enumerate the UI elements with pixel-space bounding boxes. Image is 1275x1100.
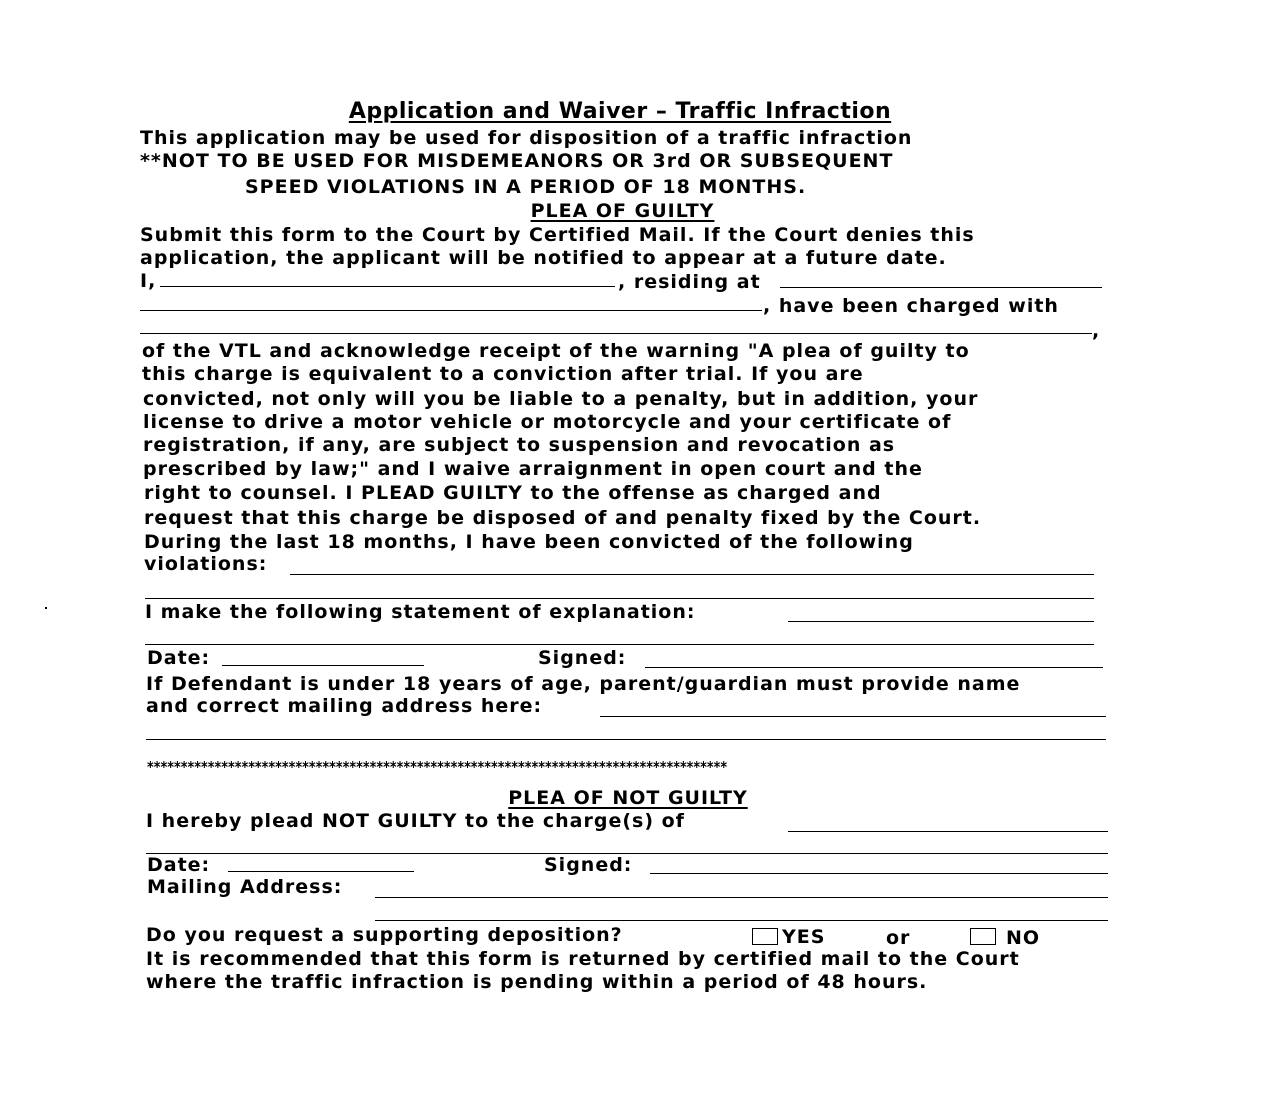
plea-not-guilty-heading: PLEA OF NOT GUILTY — [508, 787, 748, 809]
intro-line-3: SPEED VIOLATIONS IN A PERIOD OF 18 MONTHS. — [245, 176, 807, 198]
yes-checkbox[interactable] — [752, 928, 778, 945]
not-guilty-date-field[interactable] — [228, 871, 414, 872]
not-guilty-signed-label: Signed: — [544, 854, 633, 876]
mailing-address-label: Mailing Address: — [147, 876, 343, 898]
guilty-date-field[interactable] — [222, 665, 424, 666]
body-line-6: prescribed by law;" and I waive arraignment in open court and the — [143, 458, 923, 480]
guilty-date-label: Date: — [147, 647, 211, 669]
submit-line-1: Submit this form to the Court by Certified Mail. If the Court denies this — [140, 224, 975, 246]
intro-line-2: **NOT TO BE USED FOR MISDEMEANORS OR 3rd OR SUBSEQUENT — [140, 150, 894, 172]
charge-field[interactable] — [140, 333, 1092, 334]
violations-label: violations: — [144, 553, 268, 575]
body-line-9: During the last 18 months, I have been convicted of the following — [144, 531, 914, 553]
body-line-2: this charge is equivalent to a conviction after trial. If you are — [142, 363, 864, 385]
recommend-line-1: It is recommended that this form is returned by certified mail to the Court — [146, 948, 1020, 970]
name-field[interactable] — [160, 286, 615, 287]
charged-label: , have been charged with — [763, 295, 1059, 317]
scan-speck — [45, 607, 47, 609]
minor-line-2: and correct mailing address here: — [146, 695, 543, 717]
residence-field[interactable] — [780, 287, 1102, 288]
yes-label: YES — [782, 926, 826, 948]
statement-label: I make the following statement of explanation: — [145, 601, 696, 623]
minor-line-1: If Defendant is under 18 years of age, parent/guardian must provide name — [146, 673, 1021, 695]
body-line-1: of the VTL and acknowledge receipt of the warning "A plea of guilty to — [142, 340, 970, 362]
violations-field[interactable] — [290, 574, 1094, 575]
statement-field[interactable] — [788, 621, 1094, 622]
body-line-8: request that this charge be disposed of and penalty fixed by the Court. — [144, 507, 982, 529]
body-line-7: right to counsel. I PLEAD GUILTY to the offense as charged and — [144, 482, 882, 504]
plea-guilty-heading: PLEA OF GUILTY — [530, 200, 715, 222]
guilty-signature-field[interactable] — [645, 667, 1103, 668]
guilty-signed-label: Signed: — [538, 647, 627, 669]
no-checkbox[interactable] — [970, 928, 996, 945]
or-label: or — [886, 927, 911, 949]
i-label: I, — [140, 270, 157, 292]
guardian-address-field-2[interactable] — [146, 739, 1106, 740]
not-guilty-date-label: Date: — [147, 854, 211, 876]
residing-label: , residing at — [618, 271, 761, 293]
mailing-address-field[interactable] — [375, 897, 1108, 898]
statement-field-2[interactable] — [145, 644, 1094, 645]
charges-field[interactable] — [788, 831, 1108, 832]
body-line-3: convicted, not only will you be liable to a penalty, but in addition, your — [143, 388, 979, 410]
mailing-address-field-2[interactable] — [375, 920, 1108, 921]
charge-comma: , — [1092, 320, 1101, 342]
violations-field-2[interactable] — [145, 598, 1094, 599]
body-line-5: registration, if any, are subject to suspension and revocation as — [143, 434, 896, 456]
separator: ************************************************************************************** — [147, 758, 728, 776]
body-line-4: license to drive a motor vehicle or motorcycle and your certificate of — [143, 411, 952, 433]
not-guilty-signature-field[interactable] — [650, 873, 1108, 874]
form-title: Application and Waiver – Traffic Infraction — [348, 99, 892, 124]
no-label: NO — [1006, 927, 1041, 949]
deposition-label: Do you request a supporting deposition? — [146, 924, 623, 946]
recommend-line-2: where the traffic infraction is pending within a period of 48 hours. — [146, 971, 928, 993]
guardian-address-field[interactable] — [600, 716, 1106, 717]
submit-line-2: application, the applicant will be notified to appear at a future date. — [140, 247, 947, 269]
intro-line-1: This application may be used for disposition of a traffic infraction — [140, 127, 913, 149]
plead-label: I hereby plead NOT GUILTY to the charge(s) of — [146, 810, 685, 832]
residence-field-2[interactable] — [140, 310, 762, 311]
